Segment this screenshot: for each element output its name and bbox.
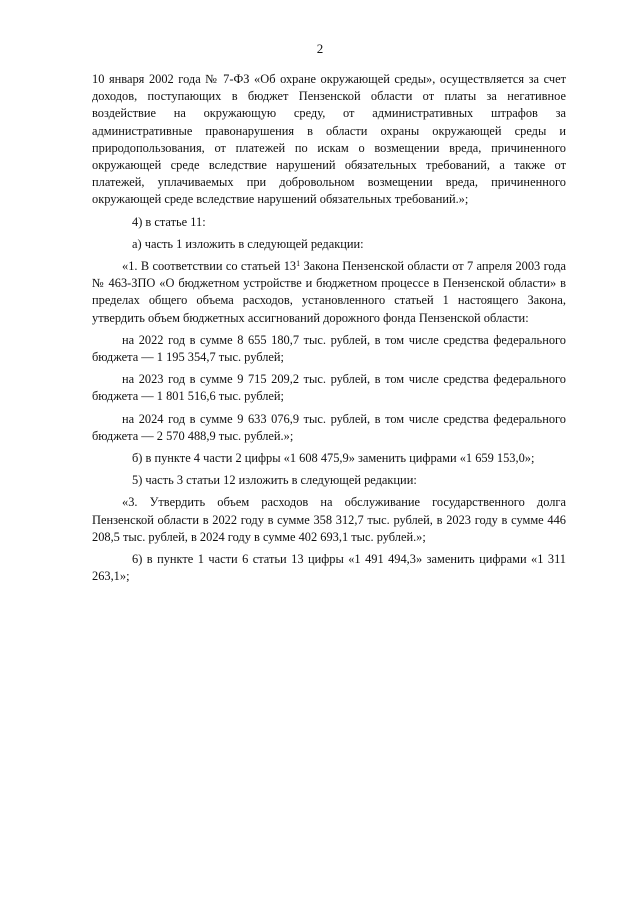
item-4b: б) в пункте 4 части 2 цифры «1 608 475,9» заменить цифрами «1 659 153,0»; [132,451,535,466]
document-body [92,71,566,585]
item-4: 4) в статье 11: [132,214,206,229]
allocation-2024: на 2024 год в сумме 9 633 076,9 тыс. рублей, в том числе средства федерального бюджета — 2 570 488,9 тыс. рублей.»; [92,411,566,443]
quote-part-1-text-b: Закона Пензенской области от 7 апреля 2003 года № 463-ЗПО «О бюджетном устройстве и бюджетном процессе в Пензенской области» в пределах общего объема расходов, установленного статьей 1 настоящего Закона, утвердить объем бюджетных ассигнований дорожного фонда Пензенской области: [92,259,567,325]
page-number: 2 [316,41,324,56]
item-6: 6) в пункте 1 части 6 статьи 13 цифры «1 491 494,3» заменить цифрами «1 311 263,1»; [92,552,566,584]
item-5: 5) часть 3 статьи 12 изложить в следующей редакции: [132,473,417,488]
quote-part-1 [92,258,566,327]
paragraph-continuation: 10 января 2002 года № 7-ФЗ «Об охране окружающей среды», осуществляется за счет доходов, поступающих в бюджет Пензенской области от платы за негативное воздействие на окружающую среду, от административных штрафов за административные правонарушения в области охраны окружающей среды и природопользования, от платежей по искам о возмещении вреда, причиненного окружающей среде вследствие нарушений обязательных требований, а также от платежей, уплачиваемых при добровольном возмещении вреда, причиненного окружающей среде вследствие нарушений обязательных требований.»; [92,72,566,207]
article-superscript: 1 [296,259,301,269]
allocation-2023: на 2023 год в сумме 9 715 209,2 тыс. рублей, в том числе средства федерального бюджета — 1 801 516,6 тыс. рублей; [92,372,566,404]
quote-part-3: «3. Утвердить объем расходов на обслуживание государственного долга Пензенской области в 2022 году в сумме 358 312,7 тыс. рублей, в 2023 году в сумме 446 208,5 тыс. рублей, в 2024 году в сумме 402 693,1 тыс. рублей.»; [92,495,566,544]
allocation-2022: на 2022 год в сумме 8 655 180,7 тыс. рублей, в том числе средства федерального бюджета — 1 195 354,7 тыс. рублей; [92,332,566,365]
item-4a: а) часть 1 изложить в следующей редакции: [132,236,364,251]
quote-part-1-text-a: «1. В соответствии со статьей 13 [122,259,297,274]
